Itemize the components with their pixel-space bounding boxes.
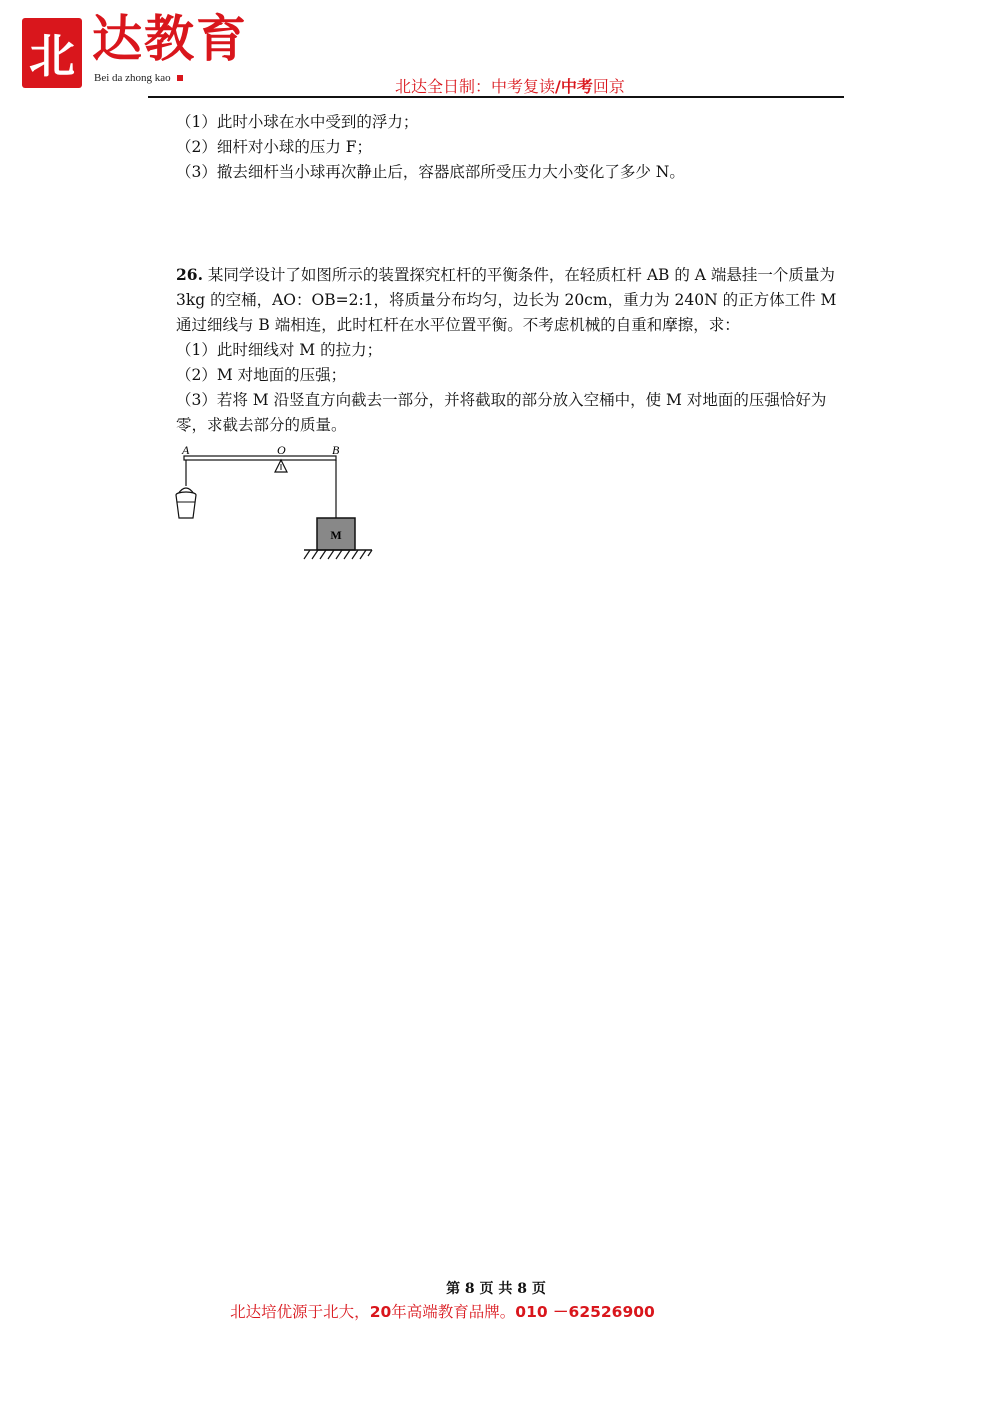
question-stem-text: 某同学设计了如图所示的装置探究杠杆的平衡条件，在轻质杠杆 AB 的 A 端悬挂一个质量为 3kg 的空桶，AO：OB=2:1，将质量分布均匀，边长为 20cm，重力为 240N 的正方体工件 M 通过细线与 B 端相连，此时杠杆在水平位置平衡。不考虑机械的自重和摩擦，求：: [176, 266, 837, 334]
footer-part2: 年高端教育品牌。: [391, 1303, 516, 1321]
lever-bar: [184, 456, 336, 460]
lever-diagram: [170, 442, 390, 572]
question-number: 26.: [176, 265, 203, 284]
header-divider: [148, 96, 844, 98]
header-slogan-suffix: 回京: [592, 77, 625, 96]
footer-slogan: [0, 1300, 885, 1322]
label-b: B: [332, 443, 340, 457]
q26-item-2: （2）M 对地面的压强；: [176, 366, 347, 384]
bucket-icon: [176, 488, 196, 518]
question-26: [176, 262, 844, 438]
page-number: 第 8 页 共 8 页: [446, 1281, 546, 1297]
logo-dot-icon: [177, 75, 183, 81]
header-slogan-bold: /中考: [555, 77, 593, 96]
ground-icon: [304, 550, 372, 559]
logo-mark: 北: [22, 18, 82, 88]
footer-phone: 010 －62526900: [515, 1303, 655, 1321]
label-m: M: [330, 528, 342, 542]
label-o: O: [277, 443, 286, 457]
footer-part1: 北达培优源于北大，: [230, 1303, 370, 1321]
header-slogan: [395, 74, 625, 97]
prev-item-1: （1）此时小球在水中受到的浮力；: [176, 113, 419, 131]
logo-subtext: [94, 72, 183, 84]
question-26-stem: [176, 262, 844, 338]
prev-item-2: （2）细杆对小球的压力 F；: [176, 138, 373, 156]
footer-bold1: 20: [369, 1303, 392, 1321]
logo-text: 达教育: [92, 9, 248, 68]
previous-question-items: [176, 110, 685, 185]
logo-subtext-label: Bei da zhong kao: [94, 72, 171, 84]
prev-item-3: （3）撤去细杆当小球再次静止后，容器底部所受压力大小变化了多少 N。: [176, 163, 685, 181]
header-slogan-prefix: 北达全日制：中考复读: [395, 77, 556, 96]
q26-item-3: （3）若将 M 沿竖直方向截去一部分，并将截取的部分放入空桶中，使 M 对地面的压强恰好为零，求截去部分的质量。: [176, 391, 827, 434]
q26-item-1: （1）此时细线对 M 的拉力；: [176, 341, 383, 359]
label-a: A: [182, 443, 190, 457]
